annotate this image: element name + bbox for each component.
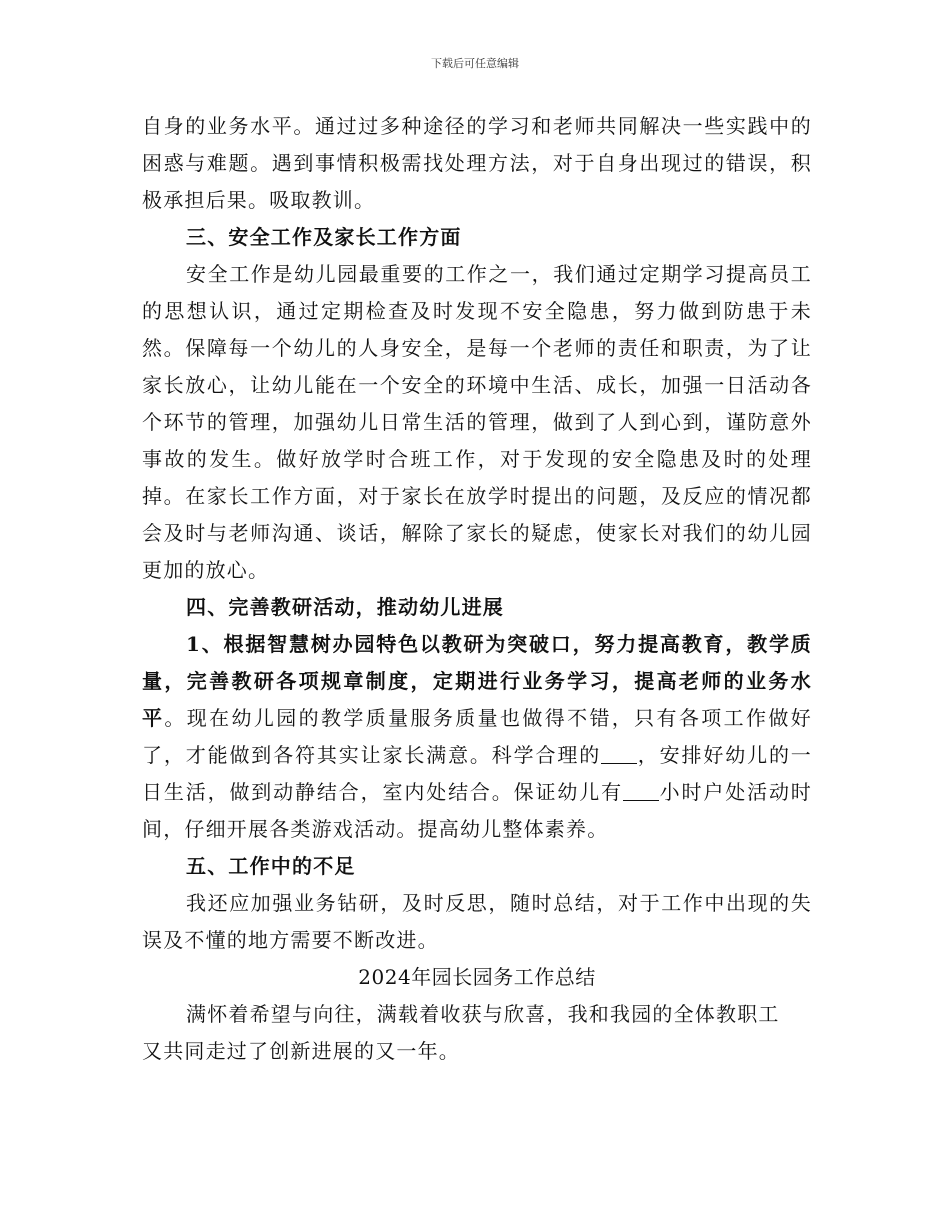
section4-bold-lead: 1、根据智慧树办园特色以教研为突破口，努力提高教育，教学质量，完善教研各项规章制度，定期进行业务学习，提高老师的业务水平	[142, 632, 812, 730]
section2-tail-paragraph: 自身的业务水平。通过过多种途径的学习和老师共同解决一些实践中的困惑与难题。遇到事情积极需找处理方法，对于自身出现过的错误，积极承担后果。吸取教训。	[142, 114, 812, 212]
section4-body-part3: 小时户处活动时间，仔细开展各类游戏活动。提高幼儿整体素养。	[142, 780, 813, 841]
section4-body-part2: ，安排好幼儿的一日生活，做到动静结合，室内处结合。保证幼儿有	[142, 743, 813, 804]
summary-line-1: 满怀着希望与向往，满载着收获与欣喜，我和我园的全体教职工	[186, 1002, 780, 1026]
section5-paragraph: 我还应加强业务钻研，及时反思，随时总结，对于工作中出现的失误及不懂的地方需要不断改进。	[142, 891, 812, 952]
section3-paragraph: 安全工作是幼儿园最重要的工作之一，我们通过定期学习提高员工的思想认识，通过定期检查及时发现不安全隐患，努力做到防患于未然。保障每一个幼儿的人身安全，是每一个老师的责任和职责，为了让家长放心，让幼儿能在一个安全的环境中生活、成长，加强一日活动各个环节的管理，加强幼儿日常生活的管理，做到了人到心到，谨防意外事故的发生。做好放学时合班工作，对于发现的安全隐患及时的处理掉。在家长工作方面，对于家长在放学时提出的问题，及反应的情况都会及时与老师沟通、谈话，解除了家长的疑虑，使家长对我们的幼儿园更加的放心。	[142, 262, 812, 582]
fill-blank-1	[601, 743, 637, 764]
section5-heading: 五、工作中的不足	[186, 854, 356, 878]
section3-heading: 三、安全工作及家长工作方面	[186, 225, 462, 249]
summary-line-2: 又共同走过了创新进展的又一年。	[142, 1039, 460, 1063]
header-note: 下载后可任意编辑	[431, 57, 519, 70]
section4-heading: 四、完善教研活动，推动幼儿进展	[186, 595, 504, 619]
document-body	[142, 108, 812, 1070]
section4-paragraph	[142, 626, 812, 848]
fill-blank-2	[623, 780, 659, 801]
section4-body-part1: 。现在幼儿园的教学质量服务质量也做得不错，只有各项工作做好了，才能做到各符其实让家长满意。科学合理的	[142, 706, 812, 767]
summary-title: 2024年园长园务工作总结	[358, 965, 596, 989]
